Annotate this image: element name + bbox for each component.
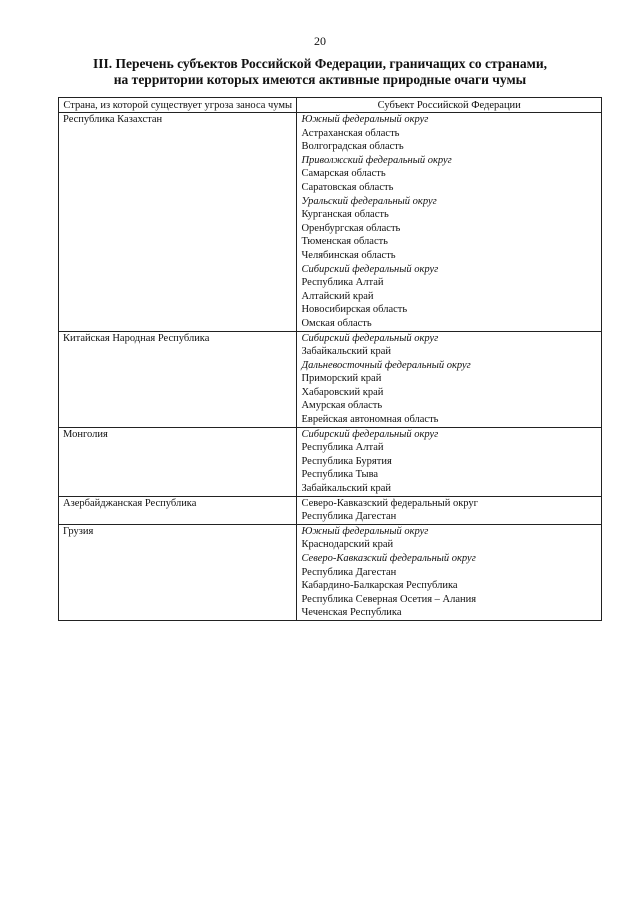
region-name: Республика Бурятия <box>301 455 392 467</box>
federal-district-name: Сибирский федеральный округ <box>301 428 439 440</box>
header-subject: Субъект Российской Федерации <box>297 98 602 113</box>
federal-district-name: Сибирский федеральный округ <box>301 263 439 275</box>
region-name: Республика Дагестан <box>301 511 397 523</box>
region-name: Забайкальский край <box>301 346 391 358</box>
country-name: Азербайджанская Республика <box>63 497 197 509</box>
federal-district-name: Уральский федеральный округ <box>301 195 437 207</box>
region-name: Амурская область <box>301 400 383 412</box>
region-name: Республика Северная Осетия – Алания <box>301 593 477 605</box>
federal-district-name: Сибирский федеральный округ <box>301 332 439 344</box>
federal-district-name: Южный федеральный округ <box>301 114 429 125</box>
region-name: Волгоградская область <box>301 141 404 153</box>
title-line-2: на территории которых имеются активные природные очаги чумы <box>113 72 527 87</box>
table-row <box>59 496 602 524</box>
country-cell <box>59 331 297 427</box>
subject-cell <box>297 496 602 524</box>
country-cell <box>59 427 297 496</box>
header-country: Страна, из которой существует угроза заноса чумы <box>59 98 297 113</box>
region-name: Республика Алтай <box>301 277 384 289</box>
subject-cell <box>297 427 602 496</box>
region-name: Чеченская Республика <box>301 607 402 619</box>
region-name: Омская область <box>301 317 372 329</box>
table-row <box>59 524 602 620</box>
region-name: Республика Алтай <box>301 442 384 454</box>
region-name: Саратовская область <box>301 181 394 193</box>
subject-cell <box>297 524 602 620</box>
table-body <box>59 113 602 621</box>
document-title <box>40 56 600 88</box>
country-cell <box>59 496 297 524</box>
federal-district-name: Северо-Кавказский федеральный округ <box>301 553 476 564</box>
region-name: Краснодарский край <box>301 539 394 551</box>
country-cell <box>59 113 297 332</box>
region-name: Республика Тыва <box>301 469 379 481</box>
title-line-1: III. Перечень субъектов Российской Федерации, граничащих со странами, <box>93 56 547 71</box>
country-name: Китайская Народная Республика <box>63 332 210 344</box>
region-name: Алтайский край <box>301 290 374 302</box>
page-number: 20 <box>314 34 326 48</box>
region-name: Астраханская область <box>301 127 400 139</box>
region-name: Северо-Кавказский федеральный округ <box>301 497 478 509</box>
table-header-row <box>59 98 602 113</box>
subject-cell <box>297 113 602 332</box>
federal-district-name: Южный федеральный округ <box>301 525 429 537</box>
country-name: Монголия <box>63 428 108 440</box>
subject-cell <box>297 331 602 427</box>
region-name: Челябинская область <box>301 249 396 261</box>
region-name: Оренбургская область <box>301 222 401 234</box>
table-row <box>59 331 602 427</box>
region-name: Тюменская область <box>301 236 388 248</box>
region-name: Забайкальский край <box>301 483 391 495</box>
region-name: Хабаровский край <box>301 386 384 398</box>
country-cell <box>59 524 297 620</box>
federal-district-name: Дальневосточный федеральный округ <box>301 359 471 371</box>
regions-table <box>58 97 602 621</box>
country-name: Республика Казахстан <box>63 114 163 125</box>
table-row <box>59 427 602 496</box>
region-name: Самарская область <box>301 168 386 180</box>
region-name: Новосибирская область <box>301 304 408 316</box>
region-name: Курганская область <box>301 209 389 221</box>
region-name: Кабардино-Балкарская Республика <box>301 580 458 592</box>
region-name: Республика Дагестан <box>301 566 397 578</box>
federal-district-name: Приволжский федеральный округ <box>301 154 452 166</box>
table-row <box>59 113 602 332</box>
country-name: Грузия <box>63 525 94 537</box>
region-name: Еврейская автономная область <box>301 414 439 426</box>
region-name: Приморский край <box>301 373 382 385</box>
